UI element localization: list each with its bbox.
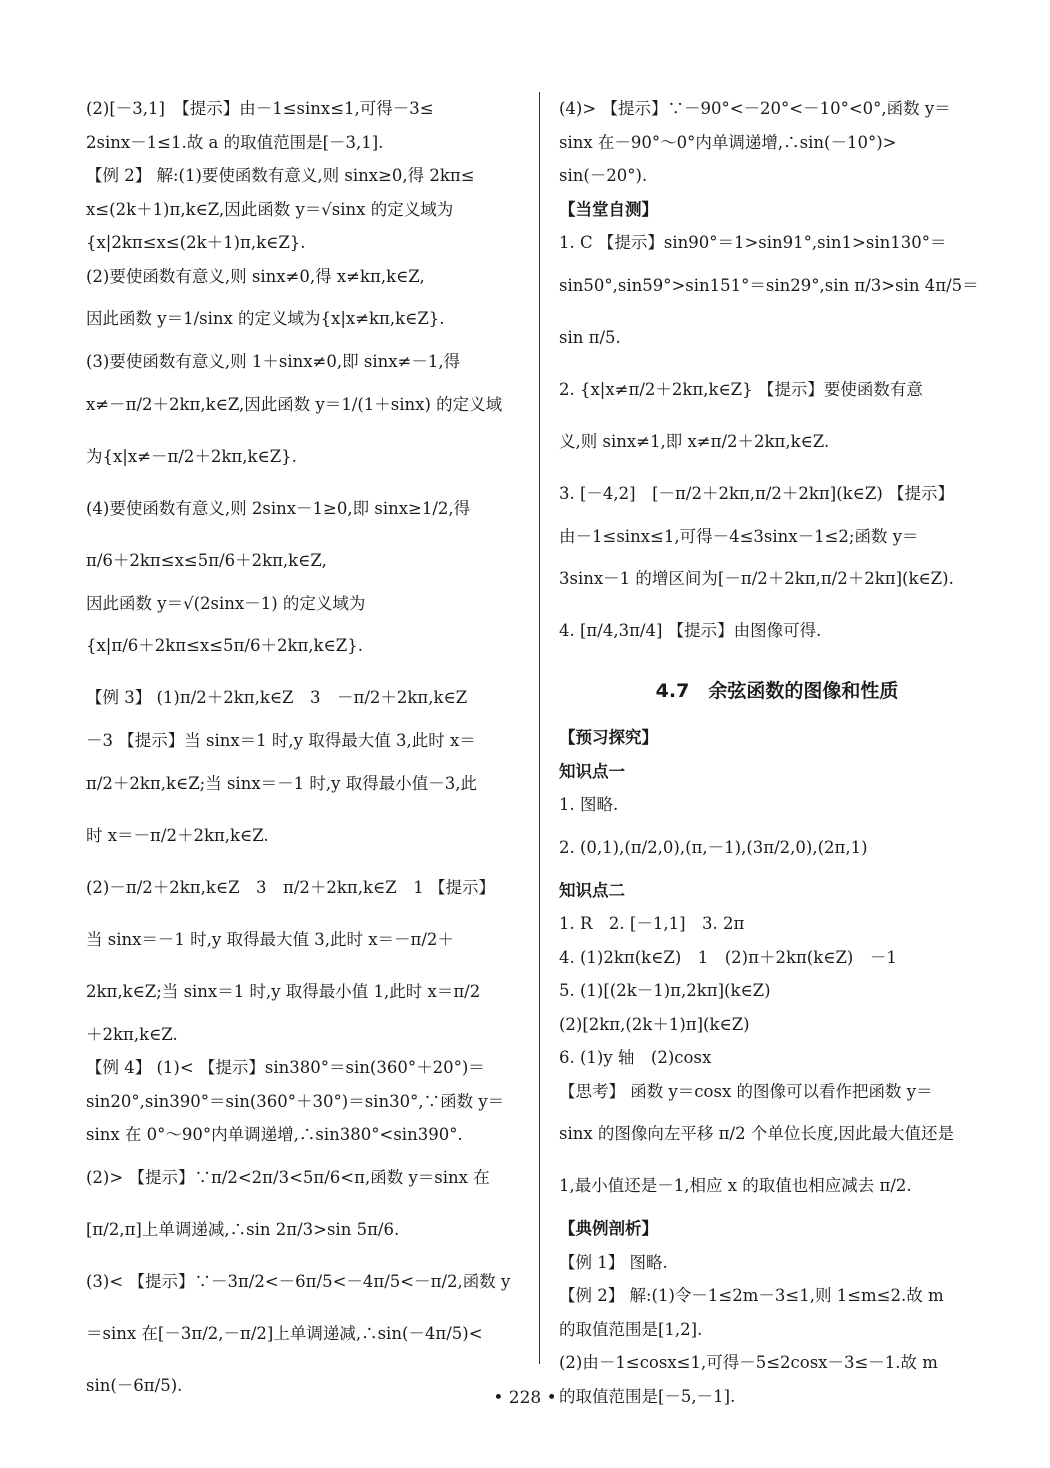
- text-line: 2. (0,1),(π/2,0),(π,－1),(3π/2,0),(2π,1): [559, 837, 868, 857]
- text-line: sin(－6π/5).: [86, 1375, 183, 1395]
- text-line: 1,最小值还是－1,相应 x 的取值也相应减去 π/2.: [559, 1176, 912, 1195]
- page-number: • 228 •: [493, 1388, 557, 1408]
- text-line: sinx 的图像向左平移 π/2 个单位长度,因此最大值还是: [559, 1124, 955, 1143]
- text-line: {x|π/6＋2kπ≤x≤5π/6＋2kπ,k∈Z}.: [86, 636, 363, 655]
- text-line: sin π/5.: [559, 327, 621, 347]
- text-line: 1. C 【提示】sin90°＝1>sin91°,sin1>sin130°＝: [559, 233, 947, 252]
- text-line: (2)> 【提示】∵π/2<2π/3<5π/6<π,函数 y＝sinx 在: [86, 1167, 490, 1187]
- text-line: (2)[－3,1] 【提示】由－1≤sinx≤1,可得－3≤: [86, 99, 434, 118]
- text-line: {x|2kπ≤x≤(2k＋1)π,k∈Z}.: [86, 233, 306, 252]
- text-line: 由－1≤sinx≤1,可得－4≤3sinx－1≤2;函数 y＝: [559, 526, 919, 546]
- text-line: (3)< 【提示】∵－3π/2<－6π/5<－4π/5<－π/2,函数 y: [86, 1271, 511, 1291]
- text-line: 3. [－4,2] [－π/2＋2kπ,π/2＋2kπ](k∈Z) 【提示】: [559, 483, 955, 503]
- section-heading: 4.7 余弦函数的图像和性质: [655, 680, 899, 702]
- text-line: (2)[2kπ,(2k＋1)π](k∈Z): [559, 1014, 750, 1034]
- text-line: sinx 在 0°～90°内单调递增,∴sin380°<sin390°.: [86, 1125, 463, 1144]
- text-line: 当 sinx＝－1 时,y 取得最大值 3,此时 x＝－π/2＋: [86, 929, 454, 949]
- text-line: 【例 1】 图略.: [559, 1252, 668, 1272]
- text-line: 【例 2】 解:(1)令－1≤2m－3≤1,则 1≤m≤2.故 m: [559, 1286, 944, 1305]
- text-line: 因此函数 y＝1/sinx 的定义域为{x|x≠kπ,k∈Z}.: [86, 309, 445, 328]
- text-line: ＝sinx 在[－3π/2,－π/2]上单调递减,∴sin(－4π/5)<: [86, 1323, 483, 1343]
- text-line: 4. (1)2kπ(k∈Z) 1 (2)π＋2kπ(k∈Z) －1: [559, 947, 897, 967]
- text-line: 因此函数 y＝√(2sinx－1) 的定义域为: [86, 593, 366, 613]
- text-line: sin(－20°).: [559, 166, 648, 185]
- text-line: 2kπ,k∈Z;当 sinx＝1 时,y 取得最小值 1,此时 x＝π/2: [86, 981, 481, 1001]
- text-line: ＋2kπ,k∈Z.: [86, 1024, 178, 1044]
- right-column: [559, 92, 995, 1413]
- text-line: x≠－π/2＋2kπ,k∈Z,因此函数 y＝1/(1＋sinx) 的定义域: [86, 394, 503, 414]
- text-line: π/6＋2kπ≤x≤5π/6＋2kπ,k∈Z,: [86, 550, 327, 570]
- text-line: －3 【提示】当 sinx＝1 时,y 取得最大值 3,此时 x＝: [86, 731, 476, 750]
- text-line: (2)由－1≤cosx≤1,可得－5≤2cosx－3≤－1.故 m: [559, 1353, 938, 1372]
- text-line: 的取值范围是[－5,－1].: [559, 1386, 736, 1406]
- text-line: 为{x|x≠－π/2＋2kπ,k∈Z}.: [86, 446, 297, 466]
- knowledge-point-label: 知识点一: [559, 761, 625, 781]
- text-line: (4)> 【提示】∵－90°<－20°<－10°<0°,函数 y＝: [559, 99, 951, 118]
- text-line: sin20°,sin390°＝sin(360°＋30°)＝sin30°,∵函数 y＝: [86, 1091, 505, 1111]
- text-line: 5. (1)[(2k－1)π,2kπ](k∈Z): [559, 981, 771, 1000]
- text-line: 时 x＝－π/2＋2kπ,k∈Z.: [86, 825, 269, 845]
- subsection-label: 【当堂自测】: [559, 199, 658, 219]
- text-line: [π/2,π]上单调递减,∴sin 2π/3>sin 5π/6.: [86, 1219, 400, 1239]
- text-line: 2sinx－1≤1.故 a 的取值范围是[－3,1].: [86, 132, 384, 152]
- text-line: 6. (1)y 轴 (2)cosx: [559, 1048, 712, 1067]
- subsection-label: 【预习探究】: [559, 728, 658, 747]
- text-line: 义,则 sinx≠1,即 x≠π/2＋2kπ,k∈Z.: [559, 431, 830, 451]
- text-line: 的取值范围是[1,2].: [559, 1319, 703, 1339]
- text-line: (2)－π/2＋2kπ,k∈Z 3 π/2＋2kπ,k∈Z 1 【提示】: [86, 877, 495, 897]
- text-line: 3sinx－1 的增区间为[－π/2＋2kπ,π/2＋2kπ](k∈Z).: [559, 569, 954, 588]
- text-line: sinx 在－90°～0°内单调递增,∴sin(－10°)>: [559, 132, 897, 152]
- text-line: 4. [π/4,3π/4] 【提示】由图像可得.: [559, 621, 822, 640]
- subsection-label: 【典例剖析】: [559, 1219, 658, 1238]
- text-line: 【例 2】 解:(1)要使函数有意义,则 sinx≥0,得 2kπ≤: [86, 166, 475, 185]
- text-line: 1. 图略.: [559, 795, 619, 814]
- text-line: π/2＋2kπ,k∈Z;当 sinx＝－1 时,y 取得最小值－3,此: [86, 773, 477, 793]
- text-line: (2)要使函数有意义,则 sinx≠0,得 x≠kπ,k∈Z,: [86, 266, 425, 286]
- text-line: 2. {x|x≠π/2＋2kπ,k∈Z} 【提示】要使函数有意: [559, 379, 923, 399]
- left-column: [86, 92, 522, 1412]
- text-line: (4)要使函数有意义,则 2sinx－1≥0,即 sinx≥1/2,得: [86, 498, 471, 518]
- text-line: 1. R 2. [－1,1] 3. 2π: [559, 914, 745, 933]
- text-line: 【例 4】 (1)< 【提示】sin380°＝sin(360°＋20°)＝: [86, 1058, 485, 1077]
- knowledge-point-label: 知识点二: [559, 880, 625, 900]
- text-line: sin50°,sin59°>sin151°＝sin29°,sin π/3>sin 4π/5＝: [559, 275, 979, 295]
- text-line: 【例 3】 (1)π/2＋2kπ,k∈Z 3 －π/2＋2kπ,k∈Z: [86, 688, 468, 707]
- column-divider: [539, 92, 540, 1364]
- text-line: x≤(2k＋1)π,k∈Z,因此函数 y＝√sinx 的定义域为: [86, 199, 454, 219]
- text-line: 【思考】 函数 y＝cosx 的图像可以看作把函数 y＝: [559, 1081, 933, 1101]
- text-line: (3)要使函数有意义,则 1＋sinx≠0,即 sinx≠－1,得: [86, 352, 461, 371]
